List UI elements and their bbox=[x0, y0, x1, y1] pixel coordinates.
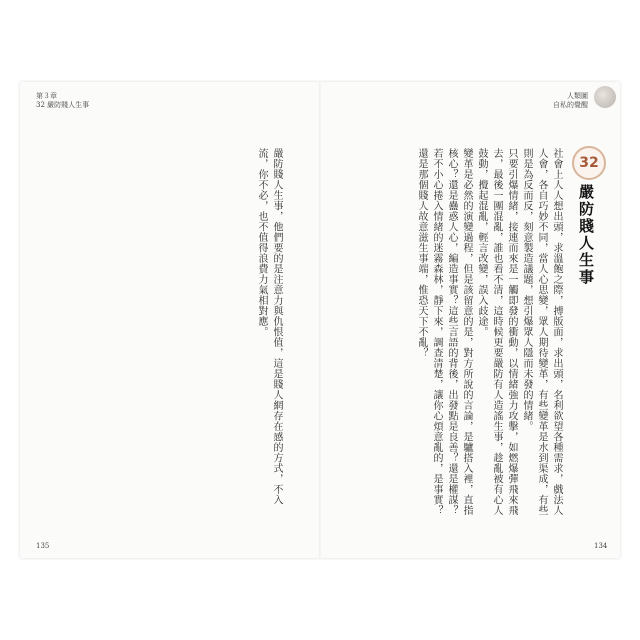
left-running-head bbox=[36, 92, 89, 110]
chapter-label: 第３章 bbox=[36, 92, 57, 100]
paragraph: 變革是必然的演變過程，但是該留意的是，對方所說的言論，是驢搭入裡，直指核心？還是蠱惑人心，編造事實？這些言語的背後，出發點是良善？還是權謀？ bbox=[446, 148, 472, 516]
book-title-line1: 人類圖 bbox=[567, 92, 588, 100]
right-page-number: 134 bbox=[594, 542, 608, 550]
left-page-body bbox=[222, 148, 284, 520]
section-number-badge: 32 bbox=[572, 146, 606, 180]
left-page-number: 135 bbox=[36, 542, 50, 550]
right-running-head bbox=[553, 92, 588, 110]
page-ornament-icon bbox=[594, 86, 616, 108]
paragraph: 只要引爆情緒，接連而來是一觸即發的衝動，以情緒強力攻擊，如燃爆彈飛來飛去，最後一團混亂，誰也看不清，這時候更要嚴防有人造謠生事，趁亂被有心人鼓動，攪起混亂，輕言改變，誤入歧途。 bbox=[476, 148, 517, 516]
section-label: 32 嚴防賤人生事 bbox=[36, 101, 90, 109]
paragraph: 社會上人人想出頭，求溫飽之際，搏版面，求出頭，名利欲望各種需求，戲法人人會，各自巧妙不同，當人心思變，眾人期待變革，有些變革是水到渠成，有些則是為反而反，刻意製造議題，想引爆眾人隱而未發的情緒。 bbox=[521, 148, 562, 516]
section-title: 嚴防賤人生事 bbox=[577, 184, 595, 286]
book-gutter bbox=[319, 82, 321, 558]
book-title-line2: 自私的覺醒 bbox=[553, 101, 588, 109]
paragraph: 嚴防賤人生事，他們要的是注意力與仇恨值，這是賤人網存在感的方式，不入流，你不必，也不值得浪費力氣相對應。 bbox=[256, 148, 282, 505]
right-page-body bbox=[350, 148, 564, 520]
paragraph: 若不小心捲入情緒的迷霧森林，靜下來，調查清楚，讓你心煩意亂的，是事實？還是那個賤人故意滋生事端，惟恐天下不亂？ bbox=[416, 148, 442, 516]
